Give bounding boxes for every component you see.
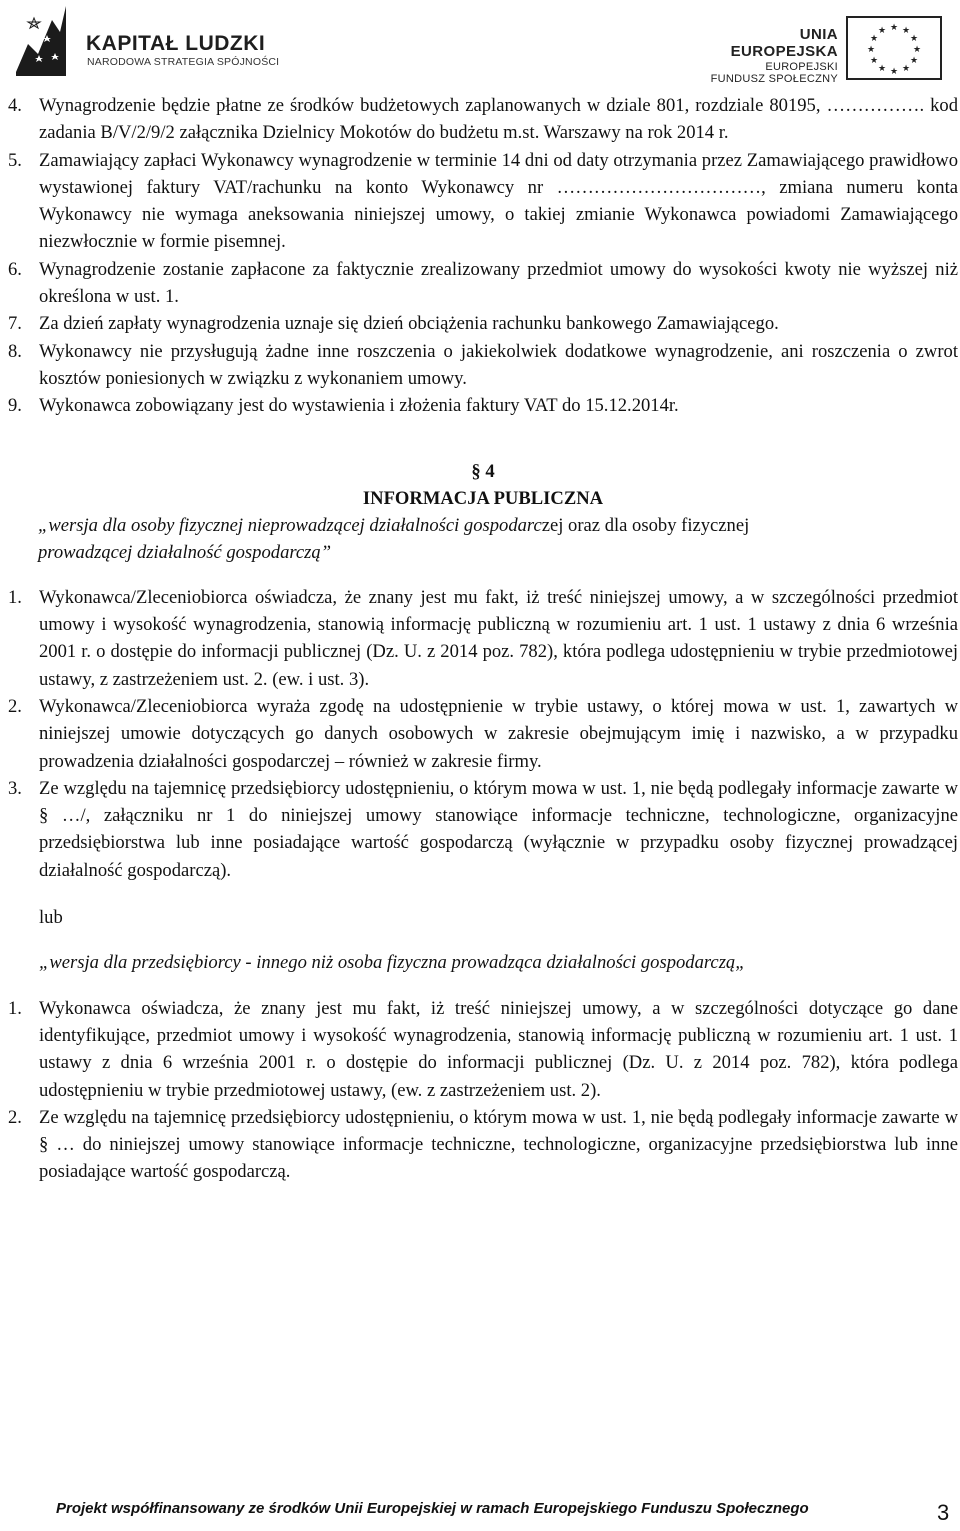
- eu-logo-line1: UNIA EUROPEJSKA: [730, 26, 838, 60]
- list-text: Wykonawca/Zleceniobiorca wyraża zgodę na udostępnienie w trybie ustawy, o której mowa w ust. 1, zawartych w niniejszej umowie dotyczących go danych osobowych w zakresie obejmującym imię i nazwisko, a w przypadku prowadzenia działalności gospodarczej – również w zakresie firmy.: [39, 695, 958, 772]
- variant1-heading-line2: prowadzącej działalność gospodarczą”: [38, 542, 332, 564]
- list-item: [8, 775, 958, 884]
- variant2-list: [8, 995, 958, 1186]
- svg-text:★: ★: [909, 34, 919, 44]
- or-label: lub: [39, 907, 63, 929]
- list-text: Za dzień zapłaty wynagrodzenia uznaje się dzień obciążenia rachunku bankowego Zamawiającego.: [39, 313, 779, 335]
- list-item: [8, 256, 958, 311]
- list-text: Wynagrodzenie zostanie zapłacone za faktycznie zrealizowany przedmiot umowy do wysokości kwoty nie wyższej niż określona w ust. 1.: [39, 258, 958, 308]
- list-item: [8, 1104, 958, 1186]
- list-number: 9.: [8, 395, 22, 417]
- logo-left-subtitle: NARODOWA STRATEGIA SPÓJNOŚCI: [87, 56, 280, 68]
- list-text: Wynagrodzenie będzie płatne ze środków budżetowych zaplanowanych w dziale 801, rozdziale 80195, ……………. kod zadania B/V/2/9/2 załącznika Dzielnicy Mokotów do budżetu m.st. Warszawy na rok 2014 r.: [39, 95, 958, 144]
- list-text: Ze względu na tajemnicę przedsiębiorcy udostępnieniu, o którym mowa w ust. 1, nie będą podlegały informacje zawarte w § …/, załączniku nr 1 do niniejszej umowy stanowiące informacje techniczne, technologiczne, organizacyjne przedsiębiorstwa lub inne posiadające wartość gospodarczą (wyłącznie w przypadku osoby fizycznej prowadzącej działalność gospodarczą).: [39, 777, 958, 881]
- svg-text:★: ★: [877, 64, 887, 74]
- svg-text:★: ★: [909, 56, 919, 66]
- page-number: 3: [937, 1500, 950, 1525]
- svg-text:★: ★: [901, 26, 911, 36]
- list-text: Wykonawcy nie przysługują żadne inne roszczenia o jakiekolwiek dodatkowe wynagrodzenie, ani roszczenia o zwrot kosztów poniesionych w związku z wykonaniem umowy.: [39, 340, 958, 389]
- list-item: [8, 310, 958, 337]
- svg-text:★: ★: [889, 23, 899, 33]
- list-text: Wykonawca zobowiązany jest do wystawienia i złożenia faktury VAT do 15.12.2014r.: [39, 395, 679, 417]
- list-text: Zamawiający zapłaci Wykonawcy wynagrodzenie w terminie 14 dni od daty otrzymania przez Zamawiającego prawidłowo wystawionej faktury VAT/rachunku na konto Wykonawcy nr ……………………………, zmiana numeru konta Wykonawcy nie wymaga aneksowania niniejszej umowy, o takiej zmianie Wykonawca powiadomi Zamawiającego niezwłocznie w formie pisemnej.: [39, 149, 958, 253]
- eu-logo-line3: FUNDUSZ SPOŁECZNY: [710, 73, 838, 85]
- list-item: [8, 693, 958, 775]
- list-number: 4.: [8, 95, 22, 116]
- list-number: 1.: [8, 997, 22, 1019]
- list-number: 7.: [8, 313, 22, 335]
- list-number: 2.: [8, 1106, 22, 1128]
- document-body: [8, 92, 958, 1186]
- variant1-list: [8, 584, 958, 884]
- list-number: 8.: [8, 340, 22, 362]
- svg-text:★: ★: [912, 45, 922, 55]
- svg-text:★: ★: [866, 45, 876, 55]
- svg-text:★: ★: [877, 26, 887, 36]
- payment-list: [8, 92, 958, 420]
- list-item: [8, 147, 958, 256]
- section-title: INFORMACJA PUBLICZNA: [362, 487, 604, 509]
- list-number: 2.: [8, 695, 22, 717]
- list-number: 1.: [8, 586, 22, 608]
- eu-logo-text: [700, 26, 838, 85]
- list-text: Wykonawca/Zleceniobiorca oświadcza, że znany jest mu fakt, iż treść niniejszej umowy, a w szczególności przedmiot umowy i wysokość wynagrodzenia, stanowią informację publiczną w rozumieniu art. 1 ust. 1 ustawy z dnia 6 września 2001 r. o dostępie do informacji publicznej (Dz. U. z 2014 poz. 782), która podlega udostępnieniu w trybie przedmiotowej ustawy, z zastrzeżeniem ust. 2. (ew. i ust. 3).: [39, 586, 958, 690]
- page-footer: Projekt współfinansowany ze środków Unii Europejskiej w ramach Europejskiego Funduszu Społecznego: [56, 1500, 809, 1517]
- list-item: [8, 392, 958, 419]
- list-item: [8, 92, 958, 147]
- page-header: [0, 0, 960, 85]
- svg-text:★: ★: [901, 64, 911, 74]
- variant1-heading-italic: „wersja dla osoby fizycznej nieprowadzącej działalności gospodarc: [38, 515, 542, 537]
- svg-text:★: ★: [869, 56, 879, 66]
- kapital-ludzki-logo-icon: [8, 2, 68, 76]
- list-number: 5.: [8, 149, 22, 171]
- variant1-heading: [8, 512, 958, 567]
- list-number: 6.: [8, 258, 22, 280]
- list-text: Ze względu na tajemnicę przedsiębiorcy udostępnieniu, o którym mowa w ust. 1, nie będą podlegały informacje zawarte w § … do niniejszej umowy stanowiące informacje techniczne, technologiczne, organizacyjne przedsiębiorstwa lub inne posiadające wartość gospodarczą.: [39, 1106, 958, 1183]
- svg-text:★: ★: [869, 34, 879, 44]
- list-item: [8, 995, 958, 1104]
- eu-logo-line2: EUROPEJSKI: [765, 61, 838, 73]
- eu-flag-icon: [846, 16, 942, 80]
- svg-text:★: ★: [889, 67, 899, 77]
- list-item: [8, 338, 958, 393]
- list-text: Wykonawca oświadcza, że znany jest mu fakt, iż treść niniejszej umowy, a w szczególności dotyczące go dane identyfikujące, przedmiot umowy i wysokość wynagrodzenia, stanowią informację publiczną w rozumieniu art. 1 ust. 1 ustawy z dnia 6 września 2001 r. o dostępie do informacji publicznej (Dz. U. z 2014 poz. 782), która podlega udostępnieniu w trybie przedmiotowej ustawy, (ew. z zastrzeżeniem ust. 2).: [39, 997, 958, 1101]
- variant2-heading: „wersja dla przedsiębiorcy - innego niż osoba fizyczna prowadząca działalności gospodarczą„: [39, 952, 746, 974]
- list-number: 3.: [8, 777, 22, 799]
- section-paragraph-mark: § 4: [471, 460, 495, 482]
- logo-left-title: KAPITAŁ LUDZKI: [86, 32, 266, 55]
- list-item: [8, 584, 958, 693]
- variant1-heading-plain: zej oraz dla osoby fizycznej: [541, 515, 750, 537]
